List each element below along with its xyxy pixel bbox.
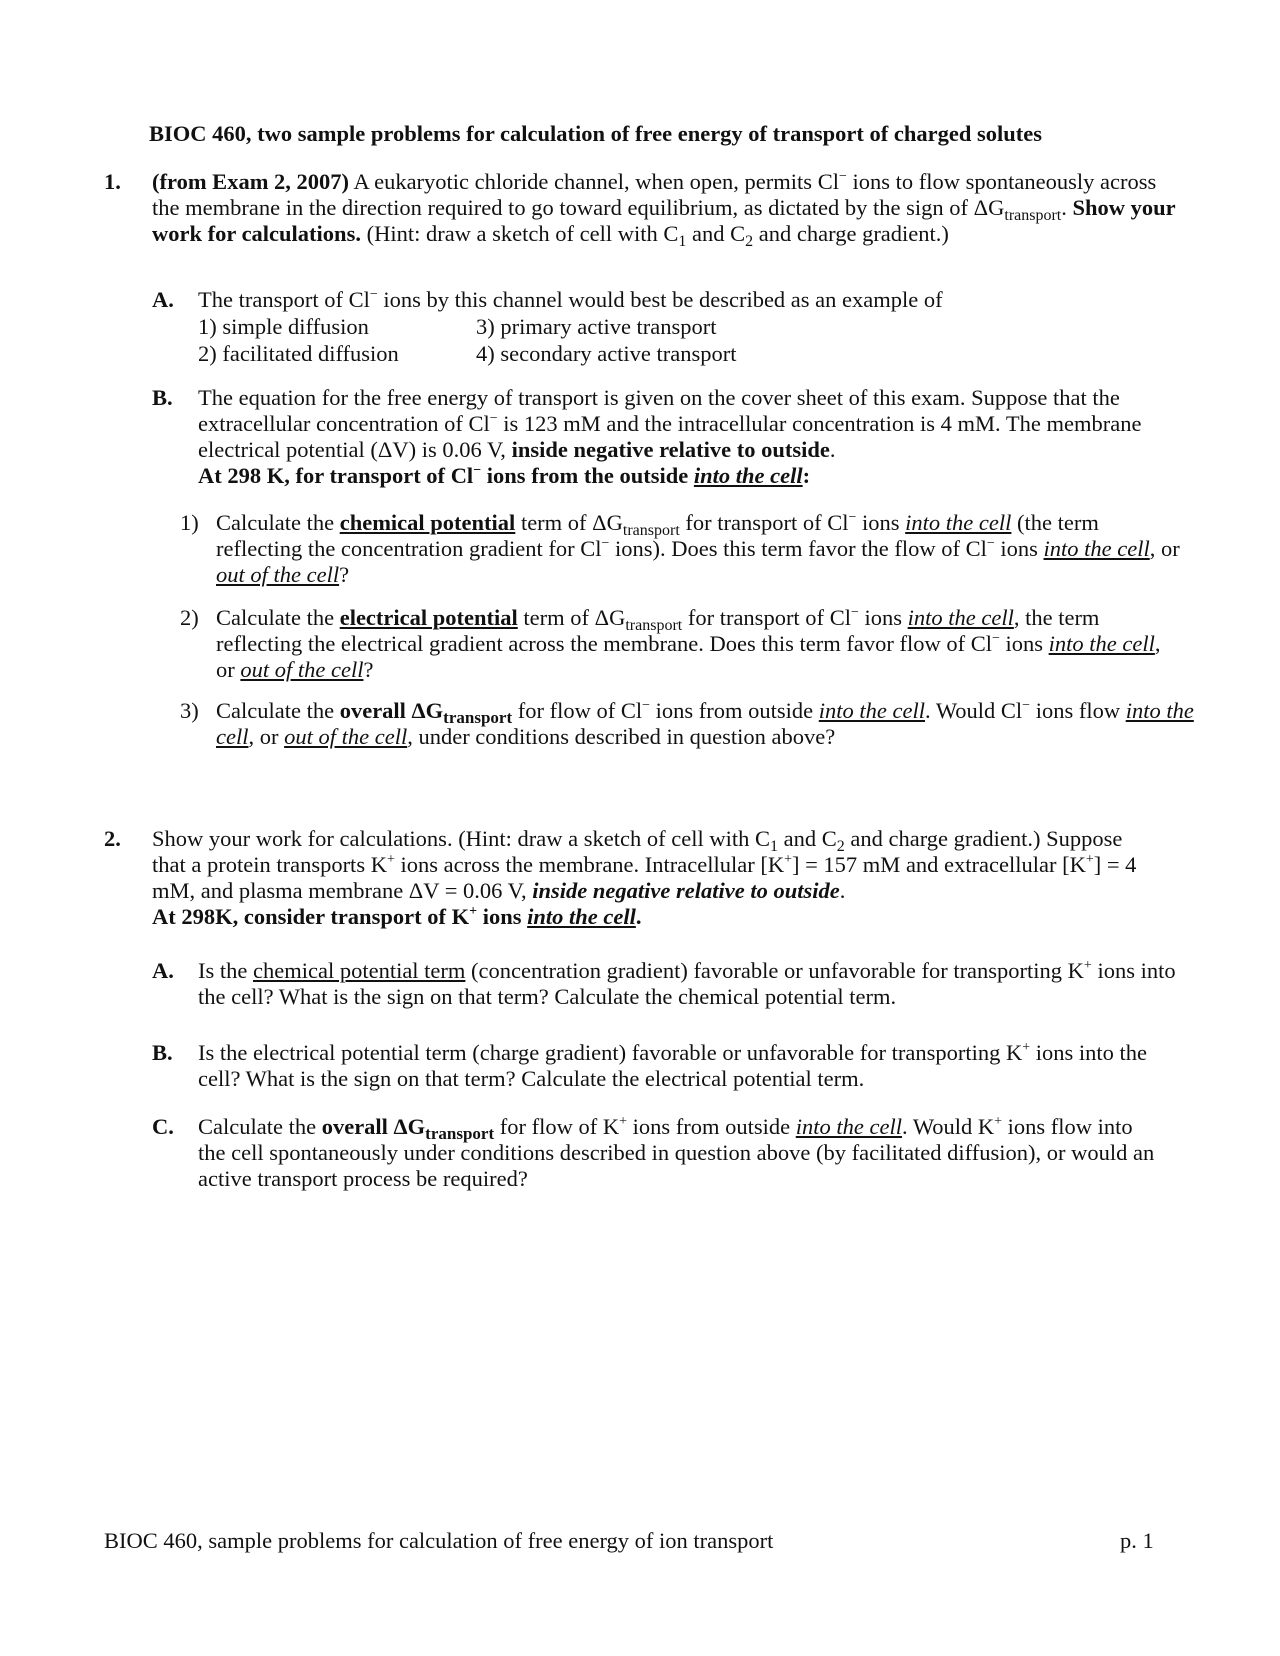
subpart-1-text: Calculate the chemical potential term of $\Delta G_{transport}$ for transport of Cl− ions into the cell (the term reflecting the concentration gradient for Cl− ions). Does this term favor the flow of Cl− ions into the cell, or out of the cell? bbox=[216, 510, 1180, 587]
subpart-3-number: 3) bbox=[180, 698, 199, 723]
question-2-number: 2. bbox=[104, 826, 121, 851]
question-1-number: 1. bbox=[104, 169, 121, 194]
page-number: p. 1 bbox=[1120, 1528, 1154, 1553]
option-simple-diffusion: 1) simple diffusion bbox=[198, 314, 369, 339]
page-title: BIOC 460, two sample problems for calculation of free energy of transport of charged solutes bbox=[149, 121, 1043, 146]
question-2-intro: Show your work for calculations. (Hint: draw a sketch of cell with $C_1$ and $C_2$ and charge gradient.) Suppose that a protein transports K+ ions across the membrane. Intracellular [K+] = 157 mM and extracellular [K+] = 4 mM, and plasma membrane ΔV = 0.06 V, inside negative relative to outside. At 298K, consider transport of K+ ions into the cell. bbox=[152, 826, 1137, 929]
part-1b-label: B. bbox=[152, 385, 173, 410]
question-1-intro: (from Exam 2, 2007) A eukaryotic chloride channel, when open, permits Cl− ions to flow spontaneously across the membrane in the direction required to go toward equilibrium, as dictated by the sign of $\Delta G_{transport}$. Show your work for calculations. (Hint: draw a sketch of cell with $C_1$ and $C_2$ and charge gradient.) bbox=[152, 169, 1176, 250]
option-primary-active-transport: 3) primary active transport bbox=[476, 314, 717, 339]
show-work-instruction: Show your work for calculations. bbox=[152, 195, 1176, 246]
part-2b-text: Is the electrical potential term (charge gradient) favorable or unfavorable for transporting K+ ions into the cell? What is the sign on that term? Calculate the electrical potential term. bbox=[198, 1040, 1148, 1091]
part-1b-text: The equation for the free energy of transport is given on the cover sheet of this exam. Suppose that the extracellular concentration of Cl− is 123 mM and the intracellular concentration is 4 mM. The membrane electrical potential (ΔV) is 0.06 V, inside negative relative to outside. At 298 K, for transport of Cl− ions from the outside into the cell: bbox=[198, 385, 1142, 488]
part-1a-text: The transport of Cl− ions by this channel would best be described as an example of bbox=[198, 287, 943, 312]
part-2b-label: B. bbox=[152, 1040, 173, 1065]
subpart-2-text: Calculate the electrical potential term of $\Delta G_{transport}$ for transport of Cl− ions into the cell, the term reflecting the electrical gradient across the membrane. Does this term favor flow of Cl− ions into the cell, or out of the cell? bbox=[216, 605, 1161, 682]
part-2c-text: Calculate the overall $\Delta G_{transport}$ for flow of K+ ions from outside into the cell. Would K+ ions flow into the cell spontaneously under conditions described in question above (by facilitated diffusion), or would an active transport process be required? bbox=[198, 1114, 1155, 1191]
page-footer-title: BIOC 460, sample problems for calculation of free energy of ion transport bbox=[104, 1528, 774, 1553]
subpart-3-text: Calculate the overall $\Delta G_{transport}$ for flow of Cl− ions from outside into the cell. Would Cl− ions flow into the cell, or out of the cell, under conditions described in question above? bbox=[216, 698, 1194, 749]
subpart-1-number: 1) bbox=[180, 510, 199, 535]
part-2a-label: A. bbox=[152, 958, 174, 983]
option-secondary-active-transport: 4) secondary active transport bbox=[476, 341, 737, 366]
from-exam-label: (from Exam 2, 2007) bbox=[152, 169, 350, 194]
subpart-2-number: 2) bbox=[180, 605, 199, 630]
part-2a-text: Is the chemical potential term (concentration gradient) favorable or unfavorable for transporting K+ ions into the cell? What is the sign on that term? Calculate the chemical potential term. bbox=[198, 958, 1176, 1009]
option-facilitated-diffusion: 2) facilitated diffusion bbox=[198, 341, 399, 366]
part-1a-label: A. bbox=[152, 287, 174, 312]
part-2c-label: C. bbox=[152, 1114, 174, 1139]
